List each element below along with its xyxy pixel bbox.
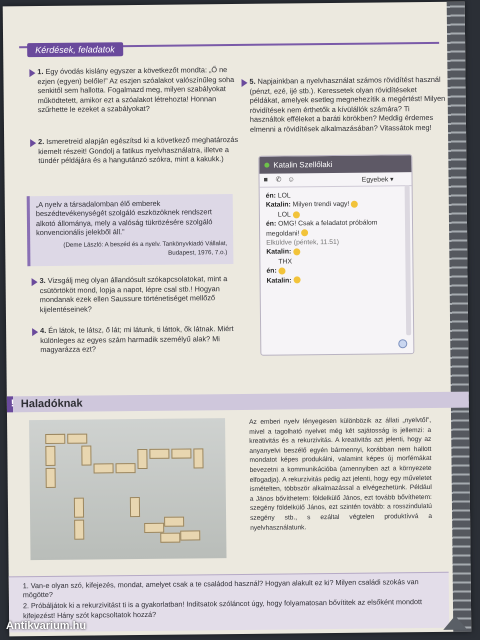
chat-sender: Katalin: bbox=[265, 201, 291, 210]
definition-quote bbox=[27, 194, 234, 266]
domino-tile bbox=[74, 520, 84, 540]
domino-tile bbox=[193, 448, 203, 468]
domino-tile bbox=[144, 523, 164, 533]
question-text: Ismeretreid alapján egészítsd ki a következő meghatározás kiemelt részeit! Gondolj a fatikus nyelvhasználatra, illetve a tündér példájára és a hangutánzó szókra, mint a kakukk.) bbox=[38, 134, 239, 166]
watermark: Antikvarium.hu bbox=[6, 620, 87, 632]
chat-sender: én: bbox=[266, 267, 277, 275]
domino-tile bbox=[46, 468, 56, 488]
chat-message: Milyen trendi vagy! bbox=[292, 201, 350, 209]
chat-line bbox=[267, 275, 407, 286]
arrow-icon bbox=[32, 278, 38, 286]
question-1 bbox=[37, 65, 237, 115]
arrow-icon bbox=[32, 328, 38, 336]
chat-line bbox=[266, 218, 406, 238]
quote-text: „A nyelv a társadalomban élő emberek beszédtevékenységét szolgáló eszközöknek rendszert alkotó állománya, mely a valóság tükrözésére szolgáló konvencionális jelekből áll.” bbox=[35, 198, 213, 238]
smiley-icon bbox=[293, 248, 300, 255]
smiley-icon bbox=[301, 230, 308, 237]
question-text: Én látok, te látsz, ő lát; mi látunk, ti láttok, ők látnak. Miért különleges az egyes szám harmadik személyű alak? Mi magyarázza ezt? bbox=[40, 324, 234, 355]
chat-sender: Katalin: bbox=[266, 277, 292, 285]
question-3 bbox=[40, 274, 240, 314]
question-text: Vizsgálj meg olyan állandósult szókapcsolatokat, mint a csütörtököt mond, lopja a napot, lépre csal stb.! Hogyan mondanak ezek ellen Saussure történetiséget mellőző kijelentéseinek? bbox=[39, 274, 228, 314]
question-number: 2. bbox=[38, 137, 45, 147]
domino-tile bbox=[45, 446, 55, 466]
chat-message: LOL bbox=[277, 192, 291, 200]
bottom-question-1: 1. Van-e olyan szó, kifejezés, mondat, amelyet csak a te családod használ? Hogyan alakult ez ki? Milyen családi szokás van mögötte? bbox=[22, 577, 419, 600]
video-icon: ■ bbox=[263, 176, 268, 184]
domino-tile bbox=[81, 446, 91, 466]
question-number: 4. bbox=[40, 325, 47, 336]
chat-sender: Katalin: bbox=[266, 248, 292, 257]
question-number: 5. bbox=[249, 76, 256, 86]
chat-message: THX bbox=[278, 258, 293, 266]
chat-message: LOL bbox=[277, 211, 291, 219]
chat-sender: én: bbox=[265, 220, 277, 228]
smiley-icon bbox=[279, 267, 286, 274]
advanced-badge: ! bbox=[10, 398, 15, 410]
smiley-icon bbox=[292, 211, 299, 218]
smiley-icon bbox=[293, 277, 300, 284]
arrow-icon bbox=[29, 69, 35, 77]
domino-tile bbox=[137, 449, 147, 469]
chat-log bbox=[260, 186, 413, 290]
domino-tile bbox=[67, 434, 87, 444]
chat-window bbox=[258, 154, 414, 356]
domino-tile bbox=[180, 530, 200, 540]
smiley-icon bbox=[351, 201, 358, 208]
domino-tile bbox=[45, 434, 65, 444]
chat-toolbar bbox=[259, 172, 411, 188]
domino-tile bbox=[116, 463, 136, 473]
advanced-text: Az emberi nyelv lényegesen különbözik az állati „nyelvtől”, mivel a tagolható nyelvet még két sajátosság is jellemzi: a kreativitás és a rekurzivitás. A kreativitás azt jelenti, hogy az anyanyelvi beszélő egyén bármennyi, korábban nem hallott mondatot képes produkálni, valamint képes új morfémákat bevezetni a kommunikációba (amennyiben azt a környezete elfogadja). A rekurzivitás pedig azt jelenti, hogy egy műveletet ismételten, többször alkalmazással a elvégezhetünk. Például a János bővíthetem: földelkülő János, ezt tovább bővíthetem: szegény földelkülő János, ezt szintén tovább: a rosszindulatú szegény stb., s ezáltal végtelen produktívvá a nyelvhasználatunk. bbox=[249, 416, 433, 532]
chat-sender: én: bbox=[265, 192, 276, 200]
domino-tile bbox=[160, 533, 180, 543]
page-corner-marker bbox=[443, 616, 467, 630]
question-2 bbox=[38, 135, 238, 166]
quote-source: (Deme László: A beszéd és a nyelv. Tankönyvkiadó Vállalat, Budapest, 1976, 7.o.) bbox=[63, 239, 228, 257]
question-4 bbox=[40, 324, 240, 355]
more-menu: Egyebek ▾ bbox=[361, 176, 394, 184]
bottom-question-2: 2. Próbáljátok ki a rekurzivitást ti is a gyakorlatban! Inditsatok szóláncot úgy, hogy folyamatosan bővítitek az elsőként mondott kifejezést! Hány szót kapcsoltatok hozzá? bbox=[22, 597, 423, 620]
emoji-picker-icon bbox=[398, 339, 407, 348]
domino-tile bbox=[164, 517, 184, 527]
question-5 bbox=[249, 75, 446, 135]
question-number: 3. bbox=[39, 276, 46, 286]
chat-header bbox=[259, 155, 411, 174]
advanced-title: Haladóknak bbox=[20, 397, 83, 411]
phone-icon: ✆ bbox=[275, 176, 282, 184]
chat-timestamp: Elküldve (péntek, 11.51) bbox=[266, 238, 340, 247]
domino-tile bbox=[74, 498, 84, 518]
domino-tile bbox=[171, 448, 191, 458]
chat-contact-name: Katalin Szellőlaki bbox=[273, 159, 333, 170]
domino-tile bbox=[130, 497, 140, 517]
question-number: 1. bbox=[37, 67, 44, 77]
domino-photo bbox=[29, 418, 226, 560]
domino-tile bbox=[149, 449, 169, 459]
domino-tile bbox=[94, 463, 114, 473]
add-person-icon: ☺ bbox=[287, 176, 295, 184]
arrow-icon bbox=[241, 79, 247, 87]
textbook-page bbox=[3, 2, 472, 637]
spiral-binding bbox=[447, 2, 472, 637]
chat-message: OMG! Csak a feladatot próbálom megoldani! bbox=[266, 219, 378, 238]
question-text: Egy óvodás kislány egyszer a következőt mondta: „Ő ne ezjen (egyen) belőle!” Az eszjen szóalakot valószínűleg soha senkitől sem hallotta. Fogalmazd meg, milyen szabályokat működtetett, amikor ezt a szóalakot létrehozta! Honnan szűrhette le ezeket a szabályokat? bbox=[37, 65, 235, 115]
online-status-icon bbox=[264, 163, 269, 168]
section-label: Kérdések, feladatok bbox=[27, 42, 123, 57]
arrow-icon bbox=[30, 139, 36, 147]
question-text: Napjainkban a nyelvhasználat számos rövidítést használ (pénzt, ezé, ijé stb.). Keressetek olyan rövidítéseket példákat, amelyek esetleg megnehezítik a megértést! Milyen rövidítések nem érthetők a kívülállók számára? Ti használtok efféleket a baráti körökben? Meddig érdemes elmenni a rövidítések alkalmazásában? Vitassátok meg! bbox=[249, 74, 446, 134]
